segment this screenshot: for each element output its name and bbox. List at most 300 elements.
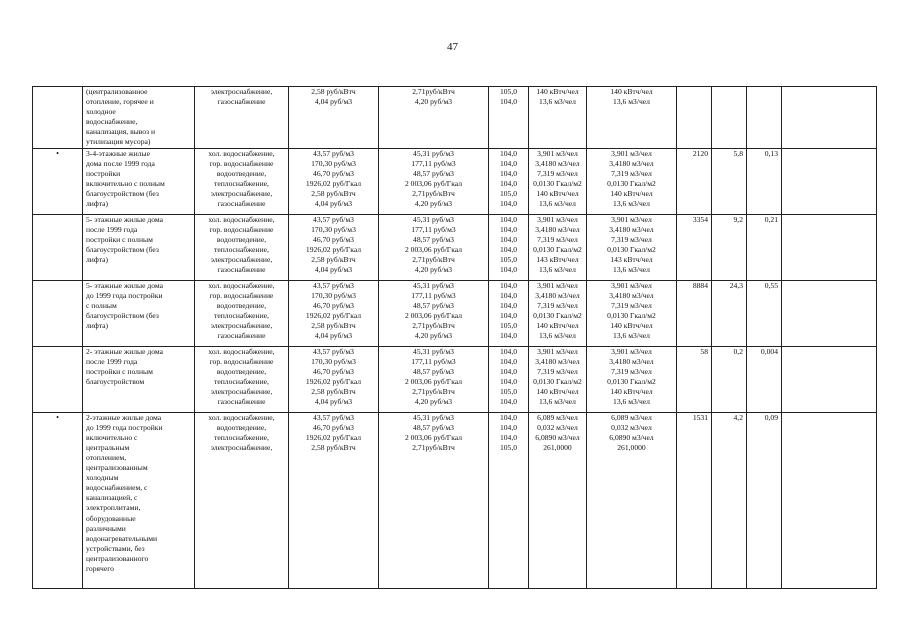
- cell-line: благоустройством: [86, 376, 145, 386]
- row-marker-cell: [33, 214, 83, 280]
- cell-line: 5- этажные жилые дома: [86, 280, 164, 290]
- cell-line: централизованного: [86, 553, 149, 563]
- cell-line: 0,0130 Гкал/м2: [607, 178, 656, 188]
- cell-line: 7,319 м3/чел: [611, 300, 652, 310]
- col11-cell: 0,004: [747, 346, 782, 412]
- cell-line: 2 003,06 руб/Гкал: [404, 376, 463, 386]
- row-marker: •: [56, 148, 59, 158]
- cell-line: дома после 1999 года: [86, 158, 155, 168]
- cell-line: теплоснабжение,: [214, 376, 269, 386]
- cell-line: оборудованные: [86, 513, 136, 523]
- row-marker: •: [56, 412, 59, 422]
- cell-line: газоснабжение: [217, 331, 266, 341]
- cell-line: 4,20 руб/м3: [414, 331, 453, 341]
- cell-line: электроснабжение,: [210, 254, 273, 264]
- norm-new-cell: [587, 214, 677, 280]
- cell-line: включительно с: [86, 432, 138, 442]
- cell-line: централизованным: [86, 463, 148, 473]
- cell-line: 170,30 руб/м3: [311, 356, 356, 366]
- tariff-new-cell: [379, 214, 489, 280]
- cell-line: (централизованное: [86, 87, 148, 96]
- cell-line: электроснабжение,: [210, 320, 273, 330]
- cell-line: 3,4180 м3/чел: [535, 356, 580, 366]
- cell-line: 3,4180 м3/чел: [535, 158, 580, 168]
- cell-line: различными: [86, 523, 126, 533]
- empty-cell: [782, 346, 877, 412]
- housing-description-cell: [83, 214, 195, 280]
- cell-line: 2,58 руб/кВтч: [311, 386, 356, 396]
- cell-line: 46,70 руб/м3: [313, 234, 354, 244]
- cell-line: 104,0: [499, 290, 518, 300]
- cell-line: лифта): [86, 199, 109, 209]
- cell-line: 1926,02 руб/Гкал: [305, 376, 362, 386]
- page-number: 47: [447, 41, 458, 53]
- cell-line: хол. водоснабжение,: [208, 280, 275, 290]
- cell-line: 2 003,06 руб/Гкал: [404, 244, 463, 254]
- row-marker-cell: [33, 148, 83, 214]
- cell-line: 2,58 руб/кВтч: [311, 188, 356, 198]
- cell-line: хол. водоснабжение,: [208, 346, 275, 356]
- cell-line: 104,0: [499, 224, 518, 234]
- index-cell: [489, 87, 529, 149]
- col11-cell: [747, 87, 782, 149]
- cell-line: 3,901 м3/чел: [611, 346, 652, 356]
- cell-line: 104,0: [499, 366, 518, 376]
- index-cell: [489, 148, 529, 214]
- cell-line: 48,57 руб/м3: [413, 366, 454, 376]
- cell-line: водоотведение,: [216, 234, 267, 244]
- cell-line: 46,70 руб/м3: [313, 422, 354, 432]
- cell-line: гор. водоснабжение: [209, 356, 274, 366]
- table-body: [33, 87, 877, 589]
- tariff-new-cell: [379, 87, 489, 149]
- cell-line: постройки с полным: [86, 234, 153, 244]
- empty-cell: [782, 412, 877, 588]
- index-cell: [489, 280, 529, 346]
- cell-line: 2,71руб/кВтч: [412, 386, 455, 396]
- cell-line: 2,71руб/кВтч: [412, 87, 455, 96]
- norm-new-cell: [587, 412, 677, 588]
- services-cell: [195, 87, 289, 149]
- cell-line: 13,6 м3/чел: [539, 331, 576, 341]
- cell-line: 2,71руб/кВтч: [412, 254, 455, 264]
- cell-line: 170,30 руб/м3: [311, 224, 356, 234]
- cell-line: 4,20 руб/м3: [414, 199, 453, 209]
- cell-line: 43,57 руб/м3: [313, 280, 354, 290]
- cell-line: водоотведение,: [216, 422, 267, 432]
- cell-line: холодное: [86, 107, 116, 117]
- cell-line: 48,57 руб/м3: [413, 168, 454, 178]
- cell-line: 0,0130 Гкал/м2: [533, 376, 582, 386]
- cell-line: 177,11 руб/м3: [411, 356, 456, 366]
- cell-line: 104,0: [499, 397, 518, 407]
- table-row: [33, 87, 877, 149]
- cell-line: 104,0: [499, 356, 518, 366]
- cell-line: 170,30 руб/м3: [311, 158, 356, 168]
- cell-line: 3,4180 м3/чел: [609, 356, 654, 366]
- col9-cell: 1531: [677, 412, 712, 588]
- norm-old-cell: [529, 412, 587, 588]
- cell-line: 43,57 руб/м3: [313, 412, 354, 422]
- table-row: [33, 214, 877, 280]
- table-row: [33, 148, 877, 214]
- cell-line: 2,58 руб/кВтч: [311, 87, 356, 96]
- cell-line: гор. водоснабжение: [209, 224, 274, 234]
- cell-line: 104,0: [499, 280, 518, 290]
- cell-line: 13,6 м3/чел: [539, 199, 576, 209]
- cell-line: 3,901 м3/чел: [611, 214, 652, 224]
- empty-cell: [782, 87, 877, 149]
- index-cell: [489, 412, 529, 588]
- cell-line: 4,04 руб/м3: [314, 265, 353, 275]
- cell-line: электроплитами,: [86, 503, 141, 513]
- cell-line: 6,0890 м3/чел: [609, 432, 654, 442]
- cell-line: 3,4180 м3/чел: [609, 224, 654, 234]
- cell-line: 0,0130 Гкал/м2: [607, 376, 656, 386]
- services-cell: [195, 148, 289, 214]
- cell-line: лифта): [86, 254, 109, 264]
- cell-line: центральным: [86, 442, 130, 452]
- norm-old-cell: [529, 87, 587, 149]
- empty-cell: [782, 148, 877, 214]
- cell-line: теплоснабжение,: [214, 178, 269, 188]
- cell-line: 104,0: [499, 265, 518, 275]
- cell-line: 7,319 м3/чел: [611, 234, 652, 244]
- cell-line: 104,0: [499, 376, 518, 386]
- services-cell: [195, 214, 289, 280]
- cell-line: утилизация мусора): [86, 137, 151, 147]
- cell-line: 46,70 руб/м3: [313, 300, 354, 310]
- cell-line: газоснабжение: [217, 199, 266, 209]
- cell-line: 104,0: [499, 168, 518, 178]
- cell-line: до 1999 года постройки: [86, 290, 163, 300]
- cell-line: водонагревательными: [86, 533, 158, 543]
- cell-line: 261,0000: [617, 442, 646, 452]
- cell-line: 6,0890 м3/чел: [535, 432, 580, 442]
- cell-line: электроснабжение,: [210, 188, 273, 198]
- cell-line: постройки с полным: [86, 366, 153, 376]
- col10-cell: 4,2: [712, 412, 747, 588]
- cell-line: 13,6 м3/чел: [539, 397, 576, 407]
- cell-line: после 1999 года: [86, 356, 138, 366]
- cell-line: 143 кВтч/чел: [536, 254, 579, 264]
- cell-line: 4,04 руб/м3: [314, 97, 353, 107]
- cell-line: 45,31 руб/м3: [413, 214, 454, 224]
- cell-line: 1926,02 руб/Гкал: [305, 244, 362, 254]
- cell-line: 104,0: [499, 234, 518, 244]
- cell-line: 3,901 м3/чел: [537, 346, 578, 356]
- cell-line: 45,31 руб/м3: [413, 346, 454, 356]
- cell-line: благоустройством (без: [86, 310, 159, 320]
- cell-line: 6,089 м3/чел: [537, 412, 578, 422]
- cell-line: 3-4-этажные жилые: [86, 148, 150, 158]
- cell-line: 48,57 руб/м3: [413, 300, 454, 310]
- col10-cell: 5,8: [712, 148, 747, 214]
- tariff-old-cell: [289, 346, 379, 412]
- cell-line: 43,57 руб/м3: [313, 346, 354, 356]
- cell-line: 261,0000: [543, 442, 572, 452]
- cell-line: 43,57 руб/м3: [313, 214, 354, 224]
- cell-line: 7,319 м3/чел: [537, 234, 578, 244]
- housing-description-cell: [83, 87, 195, 149]
- col9-cell: [677, 87, 712, 149]
- cell-line: 105,0: [499, 87, 518, 96]
- col11-cell: 0,55: [747, 280, 782, 346]
- cell-line: 105,0: [499, 254, 518, 264]
- cell-line: 177,11 руб/м3: [411, 290, 456, 300]
- cell-line: 170,30 руб/м3: [311, 290, 356, 300]
- cell-line: 4,04 руб/м3: [314, 331, 353, 341]
- cell-line: 0,032 м3/чел: [611, 422, 652, 432]
- col10-cell: 24,3: [712, 280, 747, 346]
- norm-new-cell: [587, 280, 677, 346]
- cell-line: отопление, горячее и: [86, 97, 154, 107]
- cell-line: устройствами, без: [86, 543, 145, 553]
- cell-line: 2,71руб/кВтч: [412, 188, 455, 198]
- cell-line: благоустройством (без: [86, 188, 159, 198]
- cell-line: 13,6 м3/чел: [613, 97, 650, 107]
- cell-line: 105,0: [499, 442, 518, 452]
- cell-line: 13,6 м3/чел: [539, 265, 576, 275]
- cell-line: 140 кВтч/чел: [610, 87, 653, 96]
- cell-line: 2,58 руб/кВтч: [311, 442, 356, 452]
- cell-line: гор. водоснабжение: [209, 158, 274, 168]
- cell-line: 104,0: [499, 178, 518, 188]
- tariff-new-cell: [379, 280, 489, 346]
- cell-line: до 1999 года постройки: [86, 422, 163, 432]
- cell-line: 104,0: [499, 300, 518, 310]
- norm-new-cell: [587, 148, 677, 214]
- cell-line: 1926,02 руб/Гкал: [305, 178, 362, 188]
- cell-line: 3,4180 м3/чел: [609, 158, 654, 168]
- cell-line: 104,0: [499, 158, 518, 168]
- cell-line: 6,089 м3/чел: [611, 412, 652, 422]
- tariff-new-cell: [379, 412, 489, 588]
- cell-line: газоснабжение: [217, 397, 266, 407]
- col9-cell: 2120: [677, 148, 712, 214]
- cell-line: 140 кВтч/чел: [536, 386, 579, 396]
- cell-line: 1926,02 руб/Гкал: [305, 432, 362, 442]
- cell-line: 2 003,06 руб/Гкал: [404, 310, 463, 320]
- cell-line: 4,20 руб/м3: [414, 97, 453, 107]
- cell-line: теплоснабжение,: [214, 432, 269, 442]
- tariff-old-cell: [289, 148, 379, 214]
- cell-line: 177,11 руб/м3: [411, 158, 456, 168]
- cell-line: 104,0: [499, 214, 518, 224]
- cell-line: 104,0: [499, 331, 518, 341]
- cell-line: канализацией, с: [86, 493, 138, 503]
- cell-line: 105,0: [499, 386, 518, 396]
- cell-line: 3,901 м3/чел: [537, 148, 578, 158]
- tariff-new-cell: [379, 148, 489, 214]
- index-cell: [489, 346, 529, 412]
- cell-line: 13,6 м3/чел: [613, 397, 650, 407]
- cell-line: 105,0: [499, 188, 518, 198]
- cell-line: 4,04 руб/м3: [314, 397, 353, 407]
- cell-line: 3,901 м3/чел: [537, 280, 578, 290]
- norm-old-cell: [529, 148, 587, 214]
- col10-cell: 0,2: [712, 346, 747, 412]
- table-row: [33, 412, 877, 588]
- cell-line: электроснабжение,: [210, 87, 273, 96]
- cell-line: 45,31 руб/м3: [413, 412, 454, 422]
- norm-old-cell: [529, 214, 587, 280]
- cell-line: электроснабжение,: [210, 386, 273, 396]
- tariff-old-cell: [289, 214, 379, 280]
- col10-cell: 9,2: [712, 214, 747, 280]
- cell-line: 140 кВтч/чел: [610, 386, 653, 396]
- cell-line: лифта): [86, 320, 109, 330]
- cell-line: 2,71руб/кВтч: [412, 442, 455, 452]
- cell-line: 104,0: [499, 432, 518, 442]
- col11-cell: 0,21: [747, 214, 782, 280]
- cell-line: 140 кВтч/чел: [610, 320, 653, 330]
- cell-line: 105,0: [499, 320, 518, 330]
- cell-line: 104,0: [499, 97, 518, 107]
- housing-description-cell: [83, 280, 195, 346]
- cell-line: 4,20 руб/м3: [414, 265, 453, 275]
- cell-line: хол. водоснабжение,: [208, 148, 275, 158]
- housing-description-cell: [83, 412, 195, 588]
- norm-new-cell: [587, 346, 677, 412]
- cell-line: 0,032 м3/чел: [537, 422, 578, 432]
- row-marker-cell: [33, 346, 83, 412]
- cell-line: 3,901 м3/чел: [611, 148, 652, 158]
- cell-line: хол. водоснабжение,: [208, 214, 275, 224]
- cell-line: 2 003,06 руб/Гкал: [404, 178, 463, 188]
- housing-description-cell: [83, 148, 195, 214]
- cell-line: 0,0130 Гкал/м2: [533, 244, 582, 254]
- cell-line: 1926,02 руб/Гкал: [305, 310, 362, 320]
- cell-line: 140 кВтч/чел: [536, 87, 579, 96]
- cell-line: водоотведение,: [216, 366, 267, 376]
- cell-line: 13,6 м3/чел: [613, 265, 650, 275]
- cell-line: постройки: [86, 168, 121, 178]
- empty-cell: [782, 214, 877, 280]
- cell-line: 3,901 м3/чел: [537, 214, 578, 224]
- cell-line: хол. водоснабжение,: [208, 412, 275, 422]
- cell-line: 3,4180 м3/чел: [535, 290, 580, 300]
- cell-line: 0,0130 Гкал/м2: [607, 310, 656, 320]
- cell-line: 104,0: [499, 412, 518, 422]
- cell-line: 48,57 руб/м3: [413, 234, 454, 244]
- col11-cell: 0,13: [747, 148, 782, 214]
- services-cell: [195, 412, 289, 588]
- services-cell: [195, 346, 289, 412]
- cell-line: 143 кВтч/чел: [610, 254, 653, 264]
- tariff-table: [32, 86, 877, 589]
- cell-line: 140 кВтч/чел: [610, 188, 653, 198]
- cell-line: 0,0130 Гкал/м2: [533, 178, 582, 188]
- cell-line: 2-этажные жилые дома: [86, 412, 162, 422]
- cell-line: горячего: [86, 563, 114, 573]
- col10-cell: [712, 87, 747, 149]
- cell-line: 104,0: [499, 310, 518, 320]
- tariff-old-cell: [289, 280, 379, 346]
- cell-line: 13,6 м3/чел: [613, 199, 650, 209]
- cell-line: 177,11 руб/м3: [411, 224, 456, 234]
- col9-cell: 8884: [677, 280, 712, 346]
- row-marker-cell: [33, 87, 83, 149]
- cell-line: 5- этажные жилые дома: [86, 214, 164, 224]
- cell-line: 7,319 м3/чел: [537, 366, 578, 376]
- cell-line: 4,04 руб/м3: [314, 199, 353, 209]
- cell-line: 3,4180 м3/чел: [609, 290, 654, 300]
- index-cell: [489, 214, 529, 280]
- cell-line: 2- этажные жилые дома: [86, 346, 164, 356]
- cell-line: 104,0: [499, 199, 518, 209]
- norm-old-cell: [529, 280, 587, 346]
- cell-line: благоустройством (без: [86, 244, 159, 254]
- norm-old-cell: [529, 346, 587, 412]
- cell-line: 45,31 руб/м3: [413, 148, 454, 158]
- cell-line: 13,6 м3/чел: [613, 331, 650, 341]
- cell-line: 2,71руб/кВтч: [412, 320, 455, 330]
- cell-line: 2,58 руб/кВтч: [311, 254, 356, 264]
- cell-line: 140 кВтч/чел: [536, 188, 579, 198]
- table-row: [33, 280, 877, 346]
- tariff-new-cell: [379, 346, 489, 412]
- cell-line: 43,57 руб/м3: [313, 148, 354, 158]
- row-marker-cell: [33, 280, 83, 346]
- col11-cell: 0,09: [747, 412, 782, 588]
- cell-line: с полным: [86, 300, 117, 310]
- cell-line: газоснабжение: [217, 97, 266, 107]
- table-row: [33, 346, 877, 412]
- cell-line: 7,319 м3/чел: [537, 300, 578, 310]
- cell-line: водоотведение,: [216, 300, 267, 310]
- col9-cell: 58: [677, 346, 712, 412]
- cell-line: 104,0: [499, 148, 518, 158]
- cell-line: водоотведение,: [216, 168, 267, 178]
- cell-line: включительно с полным: [86, 178, 165, 188]
- cell-line: теплоснабжение,: [214, 244, 269, 254]
- cell-line: 45,31 руб/м3: [413, 280, 454, 290]
- services-cell: [195, 280, 289, 346]
- cell-line: 0,0130 Гкал/м2: [607, 244, 656, 254]
- cell-line: 46,70 руб/м3: [313, 366, 354, 376]
- cell-line: 0,0130 Гкал/м2: [533, 310, 582, 320]
- cell-line: 13,6 м3/чел: [539, 97, 576, 107]
- housing-description-cell: [83, 346, 195, 412]
- cell-line: 7,319 м3/чел: [611, 168, 652, 178]
- cell-line: электроснабжение,: [210, 442, 273, 452]
- empty-cell: [782, 280, 877, 346]
- cell-line: отоплением,: [86, 452, 127, 462]
- cell-line: водоснабжение,: [86, 117, 138, 127]
- cell-line: после 1999 года: [86, 224, 138, 234]
- cell-line: 2 003,06 руб/Гкал: [404, 432, 463, 442]
- cell-line: 7,319 м3/чел: [611, 366, 652, 376]
- cell-line: 140 кВтч/чел: [536, 320, 579, 330]
- cell-line: 104,0: [499, 346, 518, 356]
- cell-line: 7,319 м3/чел: [537, 168, 578, 178]
- cell-line: холодным: [86, 473, 119, 483]
- cell-line: водоснабжением, с: [86, 483, 148, 493]
- cell-line: 46,70 руб/м3: [313, 168, 354, 178]
- row-marker-cell: [33, 412, 83, 588]
- tariff-old-cell: [289, 87, 379, 149]
- cell-line: 4,20 руб/м3: [414, 397, 453, 407]
- tariff-old-cell: [289, 412, 379, 588]
- cell-line: 3,4180 м3/чел: [535, 224, 580, 234]
- cell-line: газоснабжение: [217, 265, 266, 275]
- col9-cell: 3354: [677, 214, 712, 280]
- cell-line: 3,901 м3/чел: [611, 280, 652, 290]
- cell-line: теплоснабжение,: [214, 310, 269, 320]
- cell-line: 104,0: [499, 422, 518, 432]
- cell-line: 48,57 руб/м3: [413, 422, 454, 432]
